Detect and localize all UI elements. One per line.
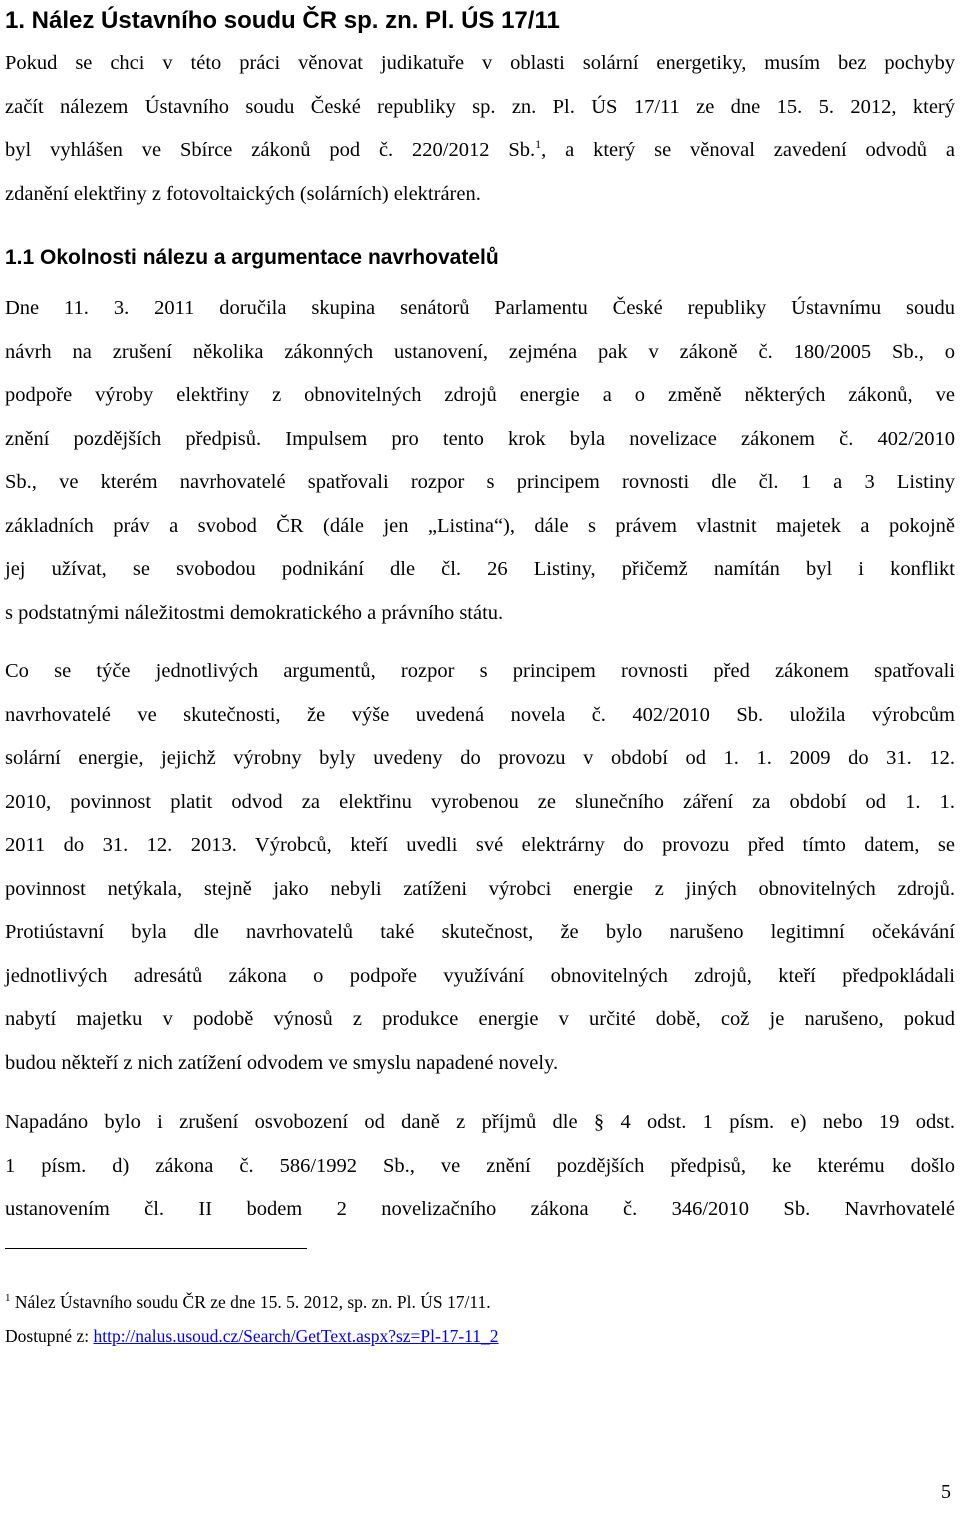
text-line: povinnost netýkala, stejně jako nebyli zatíženi výrobci energie z jiných obnovitelných zdrojů. (5, 877, 955, 900)
text-line: návrh na zrušení několika zákonných ustanovení, zejména pak v zákoně č. 180/2005 Sb., o (5, 340, 955, 363)
text-line: znění pozdějších předpisů. Impulsem pro tento krok byla novelizace zákonem č. 402/2010 (5, 427, 955, 450)
footnote-available-label: Dostupné z: (5, 1326, 94, 1346)
footnote-source (5, 1325, 955, 1347)
text-line: Napadáno bylo i zrušení osvobození od daně z příjmů dle § 4 odst. 1 písm. e) nebo 19 odst. (5, 1111, 955, 1133)
section-heading: 1.1 Okolnosti nálezu a argumentace navrhovatelů (5, 246, 499, 269)
footnote-text: Nález Ústavního soudu ČR ze dne 15. 5. 2012, sp. zn. Pl. ÚS 17/11. (14, 1292, 491, 1312)
page-number: 5 (941, 1481, 951, 1503)
text-line: podpoře výroby elektřiny z obnovitelných zdrojů energie a o změně některých zákonů, ve (5, 384, 955, 406)
document-page (5, 0, 955, 1513)
chapter-heading: 1. Nález Ústavního soudu ČR sp. zn. Pl. ÚS 17/11 (5, 7, 560, 34)
text-line: Sb., ve kterém navrhovatelé spatřovali rozpor s principem rovnosti dle čl. 1 a 3 Listiny (5, 471, 955, 493)
text-line: s podstatnými náležitostmi demokratického a právního státu. (5, 601, 504, 624)
text-line: Protiústavní byla dle navrhovatelů také skutečnost, že bylo narušeno legitimní očekávání (5, 921, 955, 943)
footnote-separator (5, 1248, 307, 1249)
text-line: jej užívat, se svobodou podnikání dle čl. 26 Listiny, přičemž namítán byl i konflikt (5, 558, 955, 580)
footnote (5, 1291, 955, 1313)
text-line: nabytí majetku v podobě výnosů z produkce energie v určité době, což je narušeno, pokud (5, 1008, 955, 1030)
text-line: základních práv a svobod ČR (dále jen „Listina“), dále s právem vlastnit majetek a pokojně (5, 514, 955, 537)
intro-paragraph (5, 42, 955, 216)
text-line: zdanění elektřiny z fotovoltaických (solárních) elektráren. (5, 182, 481, 205)
text-line: 1 písm. d) zákona č. 586/1992 Sb., ve znění pozdějších předpisů, ke kterému došlo (5, 1154, 955, 1177)
text-line: navrhovatelé ve skutečnosti, že výše uvedená novela č. 402/2010 Sb. uložila výrobcům (5, 703, 955, 726)
text-segment: byl vyhlášen ve Sbírce zákonů pod č. 220/2012 Sb. (5, 139, 536, 161)
text-line: začít nálezem Ústavního soudu České republiky sp. zn. Pl. ÚS 17/11 ze dne 15. 5. 2012, který (5, 95, 955, 118)
text-line: Dne 11. 3. 2011 doručila skupina senátorů Parlamentu České republiky Ústavnímu soudu (5, 297, 955, 319)
text-line: 2010, povinnost platit odvod za elektřinu vyrobenou ze slunečního záření za období od 1. 1. (5, 790, 955, 813)
text-line: solární energie, jejichž výrobny byly uvedeny do provozu v období od 1. 1. 2009 do 31. 12. (5, 747, 955, 769)
footnote-reference[interactable]: 1 (535, 137, 542, 152)
text-segment: , a který se věnoval zavedení odvodů a (541, 139, 955, 161)
text-line: jednotlivých adresátů zákona o podpoře využívání obnovitelných zdrojů, kteří předpokládali (5, 964, 955, 987)
body-paragraph (5, 1101, 955, 1232)
text-line: ustanovením čl. II bodem 2 novelizačního zákona č. 346/2010 Sb. Navrhovatelé (5, 1198, 955, 1220)
text-line: Co se týče jednotlivých argumentů, rozpor s principem rovnosti před zákonem spatřovali (5, 660, 955, 682)
text-line: 2011 do 31. 12. 2013. Výrobců, kteří uvedli své elektrárny do provozu před tímto datem, se (5, 834, 955, 856)
text-line (5, 129, 955, 173)
text-line: budou někteří z nich zatížení odvodem ve smyslu napadené novely. (5, 1051, 559, 1074)
footnote-number: 1 (5, 1292, 11, 1305)
footnote-link[interactable]: http://nalus.usoud.cz/Search/GetText.aspx?sz=Pl-17-11_2 (93, 1326, 499, 1346)
body-paragraph (5, 287, 955, 635)
body-paragraph (5, 650, 955, 1085)
text-line: Pokud se chci v této práci věnovat judikatuře v oblasti solární energetiky, musím bez pochyby (5, 52, 955, 74)
